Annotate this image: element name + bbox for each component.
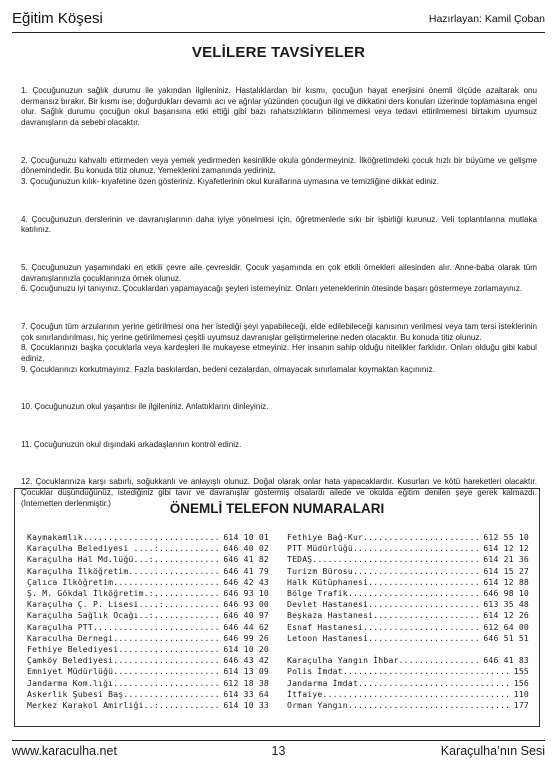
phone-entry (287, 633, 529, 644)
phone-directory-title: ÖNEMLİ TELEFON NUMARALARI (169, 501, 385, 516)
phone-entry-name: Fethiye Bağ-Kur (287, 532, 364, 542)
phone-entry-name: Karaçulha Sağlık Ocağı..: (27, 610, 154, 621)
phone-entry-name: Karaçulha İlköğretim (27, 565, 129, 576)
article-title: VELİLERE TAVSİYELER (191, 44, 366, 61)
dot-leader (363, 532, 481, 543)
phone-entry-number: 613 35 48 (483, 599, 529, 610)
phone-entry (287, 655, 529, 666)
dot-leader (93, 622, 221, 633)
dot-leader (159, 700, 221, 711)
tip-spacer (21, 384, 537, 395)
tip-spacer (21, 459, 537, 470)
phone-entry-number: 646 99 26 (223, 632, 269, 643)
phone-entry (287, 599, 529, 610)
dot-leader (123, 689, 221, 700)
phone-entry (27, 532, 269, 543)
phone-entry (27, 700, 269, 711)
tip-item: 6. Çocuğunuzu iyi tanıyınız. Çocuklardan yapamayacağı şeyleri istemeyiniz. Onları yeteneklerinin ötesinde başarı göstermeye zorlamayınız. (21, 284, 523, 294)
phone-entry-name: Turizm Bürosu (287, 565, 353, 576)
phone-entry (27, 599, 269, 610)
phone-entry-name: Emniyet Müdürlüğü (27, 666, 114, 677)
phone-entry-name: Bölge Trafik (287, 588, 348, 599)
phone-entry (287, 610, 529, 621)
page-header (12, 10, 545, 33)
phone-entry-name: Polis İmdat (287, 666, 343, 677)
phone-entry (287, 700, 529, 711)
dot-leader (154, 588, 222, 599)
author-credit: Hazırlayan: Kamil Çoban (428, 13, 545, 25)
tip-item: 2. Çocuğunuzu kahvaltı ettirmeden veya yemek yedirmeden kesinlikle okula göndermeyiniz. İlköğretimdeki çocuk hızlı bir büyüme ve gelişme dönemindedir. Bu konuda titiz olunuz. Yemeklerini zamanında yediriniz. (21, 155, 537, 176)
phone-entry-number: 612 64 00 (483, 621, 529, 632)
phone-entry-name: Kaymakamlık (27, 532, 83, 542)
phone-entry-name: Fethiye Belediyesi (27, 644, 119, 655)
tip-item: 8. Çocuklarınızı başka çocuklarla veya kardeşleri ile mukayese etmeyiniz. Her insanın sahip olduğu nitelikler farklıdır. Onları olduğu gibi kabul ediniz. (21, 343, 537, 364)
phone-entry-name: Devlet Hastanesi (287, 599, 369, 610)
phone-entry-name: Jandarma İmdat (287, 677, 359, 688)
phone-entry-number: 155 (513, 666, 529, 677)
phone-entry-number: 110 (513, 688, 529, 699)
phone-entry (287, 644, 529, 655)
phone-entry (27, 622, 269, 633)
tips-list (21, 86, 537, 510)
dot-leader (363, 622, 481, 633)
phone-entry-name: PTT Müdürlüğü (287, 543, 353, 554)
phone-entry (287, 666, 529, 677)
phone-entry (287, 532, 529, 543)
dot-leader (348, 588, 481, 599)
phone-entry-name: TEDAŞ (287, 554, 313, 565)
phone-entry (27, 588, 269, 599)
phone-entry-name: Ş. M. Gökdal İlköğretim.: (27, 588, 154, 599)
phone-entry-number: 646 40 97 (223, 610, 269, 621)
dot-leader (358, 678, 512, 689)
dot-leader (368, 599, 481, 610)
phone-entry-number: 646 44 62 (223, 621, 269, 632)
dot-leader (353, 543, 481, 554)
phone-entry-number: 646 43 42 (223, 655, 269, 666)
phone-entry-number: 614 10 33 (223, 700, 269, 711)
phone-entry-number: 614 15 27 (483, 565, 529, 576)
phone-entry-name: Esnaf Hastanesi (287, 621, 364, 632)
phone-entry-number: 156 (513, 677, 529, 688)
phone-entry (287, 678, 529, 689)
phone-entry-number: 646 40 02 (223, 543, 269, 554)
dot-leader (159, 543, 221, 554)
page-footer (12, 740, 545, 761)
dot-leader (164, 599, 221, 610)
tip-item: 11. Çocuğunuzun okul dışındaki arkadaşlarının kontrol ediniz. (21, 439, 242, 449)
phone-entry-name: Karaculha Dernegi (27, 632, 114, 643)
phone-entry (287, 622, 529, 633)
dot-leader (113, 633, 221, 644)
phone-entry (287, 689, 529, 700)
page-number: 13 (271, 744, 286, 758)
phone-entry (287, 588, 529, 599)
phone-entry-name: Merkez Karakol Amirliği..: (27, 700, 159, 711)
phone-entry-number: 614 10 20 (223, 644, 269, 655)
phone-entry-number: 614 13 09 (223, 666, 269, 677)
tip-item: 12. Çocuklarınıza karşı sabırlı, soğukkanlı ve anlayışlı olunuz. Doğal olarak onlar hata yapacaklardır. Kusurları ve kötü hareketleri olacaktır. Çocuklar düşündüğünüz, istediğiniz gibi tavır ve davranışlar göstermiş olsalardı ailede ve okulda eğitim denilen şeye gerek kalmazdı. (İnternetten derlenmiştir.) (21, 477, 537, 508)
phone-entry (27, 543, 269, 554)
phone-entry-name: Karaçulha Belediyesi ....: (27, 543, 159, 554)
phone-column-right (287, 532, 529, 711)
phone-column-left (27, 532, 269, 711)
dot-leader (128, 566, 221, 577)
phone-entry-number: 646 98 10 (483, 588, 529, 599)
phone-entry (287, 554, 529, 565)
phone-entry-number: 612 18 38 (223, 677, 269, 688)
dot-leader (323, 689, 512, 700)
dot-leader (113, 655, 221, 666)
tip-item: 3. Çocuğunuzun kılık- kıyafetine özen gösteriniz. Kıyafetlerinin okul kurallarına uymasına ve temizliğine dikkat ediniz. (21, 177, 439, 187)
phone-entry (27, 633, 269, 644)
phone-entry-number: 646 42 43 (223, 576, 269, 587)
phone-entry-name: Karaçulha Ç. P. Lisesi....: (27, 599, 164, 610)
tip-spacer (21, 244, 537, 255)
tip-spacer (21, 303, 537, 314)
dot-leader (353, 566, 481, 577)
phone-entry-number: 614 12 12 (483, 543, 529, 554)
phone-entry (27, 610, 269, 621)
phone-entry-number: 614 21 36 (483, 554, 529, 565)
dot-leader (113, 666, 221, 677)
dot-leader (154, 610, 222, 621)
tip-item: 7. Çocuğun tüm arzularının yerine getirilmesi ona her istediği şeyi yapabileceği, elde edilebileceği kanısının verilmesi veya tam tersi isteklerinin çok sınırlandırılması, hiç yerine getirilmemesi çeşitli uyumsuz davranışlar geliştirmelerine neden olacaktır. Bu konuda titiz olunuz. (21, 321, 537, 342)
dot-leader (348, 700, 512, 711)
tip-item: 5. Çocuğunuzun yaşamındaki en etkili çevre aile çevresidir. Çocuk yaşamında en çok etkili örnekleri ailesinden alır. Anne-baba olarak tüm davranışlarınızla çocuklarınıza örnek olunuz. (21, 262, 537, 283)
dot-leader (113, 678, 221, 689)
phone-directory (14, 488, 540, 727)
phone-entry-number: 614 10 01 (223, 532, 269, 542)
phone-entry-number: 646 93 00 (223, 599, 269, 610)
tip-item: 1. Çocuğunuzun sağlık durumu ile yakından ilgileniniz. Hastalıklardan bir kısmı, çocuğun hayat enerjisini önemli ölçüde azaltarak onu dermansız bırakır. Bir kısmı ise; doğurdukları devamlı acı ve ağrılar yüzünden çocuğun ilgi ve dikkatini ders konuları üzerinde toplamasına engel olur. Sağlık durumu çocuğun okul başarısına etki ettiği gibi bazı rahatsızlıkların bilinmemesi veya tedavi ettirilmemesi birtakım uyumsuz davranışların da sebebi olacaktır. (21, 86, 537, 128)
phone-entry-number: 177 (513, 700, 529, 711)
tip-item: 4. Çocuğunuzun derslerinin ve davranışlarının daha iyiye yönelmesi için, öğretmenlerle sıkı bir işbirliği kurunuz. Veli toplantılarına mutlaka katılınız. (21, 214, 537, 235)
phone-entry-name: İtfaiye (287, 688, 323, 699)
dot-leader (312, 554, 481, 565)
tip-spacer (21, 421, 537, 432)
phone-entry (27, 678, 269, 689)
phone-entry-number: 614 33 64 (223, 688, 269, 699)
phone-entry-name: Halk Kütüphanesi (287, 576, 369, 587)
phone-entry (27, 644, 269, 655)
phone-entry-name: Orman Yangın (287, 700, 348, 711)
phone-entry (27, 566, 269, 577)
phone-entry-number: 646 41 82 (223, 554, 269, 565)
tip-item: 10. Çocuğunuzun okul yaşantısı ile ilgileniniz. Anlattıklarını dinleyiniz. (21, 402, 269, 412)
dot-leader (368, 633, 481, 644)
phone-entry-name: Karaçulha Yangın İhbar (287, 655, 399, 666)
phone-entry (287, 577, 529, 588)
phone-entry-number: 614 12 88 (483, 576, 529, 587)
section-title: Eğitim Köşesi (12, 10, 103, 27)
phone-entry-name: Beşkaza Hastanesi (287, 610, 374, 621)
phone-entry (287, 543, 529, 554)
dot-leader (399, 655, 482, 666)
phone-entry-name: Çamköy Belediyesi (27, 655, 114, 666)
dot-leader (154, 554, 222, 565)
website-link[interactable]: www.karaculha.net (12, 744, 117, 758)
phone-entry (27, 655, 269, 666)
dot-leader (343, 666, 512, 677)
tip-spacer (21, 137, 537, 148)
dot-leader (373, 610, 481, 621)
dot-leader (118, 644, 221, 655)
phone-entry (27, 689, 269, 700)
phone-entry-name: Jandarma Kom.lığı (27, 677, 114, 688)
phone-entry-name: Karaçulha Hal Md.lüğü...: (27, 554, 154, 565)
dot-leader (368, 577, 481, 588)
tip-item: 9. Çocuklarınızı korkutmayınız. Fazla baskılardan, bedeni cezalardan, olmayacak sınırlamalar koymaktan kaçınınız. (21, 364, 435, 374)
phone-entry-name: Çalıca İlköğretim (27, 576, 114, 587)
phone-entry (287, 566, 529, 577)
dot-leader (83, 532, 222, 543)
phone-entry (27, 554, 269, 565)
phone-entry-name: Askerlik Şubesi Baş (27, 688, 124, 699)
phone-entry-number: 612 55 10 (483, 532, 529, 542)
publication-name: Karaçulha’nın Sesi (440, 744, 545, 758)
phone-entry (27, 666, 269, 677)
phone-entry-number: 646 93 10 (223, 588, 269, 599)
phone-entry-name: Karaçulha PTT (27, 621, 93, 632)
tip-spacer (21, 196, 537, 207)
phone-entry (27, 577, 269, 588)
phone-entry-number: 646 41 79 (223, 565, 269, 576)
phone-entry-number: 614 12 26 (483, 610, 529, 621)
phone-entry-number: 646 41 83 (483, 655, 529, 666)
phone-entry-number: 646 51 51 (483, 632, 529, 643)
dot-leader (113, 577, 221, 588)
phone-entry-name: Letoon Hastanesi (287, 632, 369, 643)
